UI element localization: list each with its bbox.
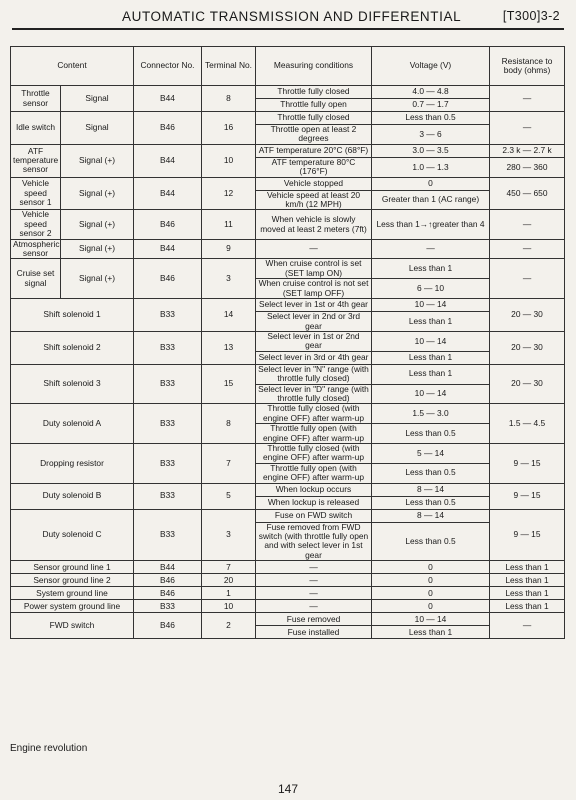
resistance-cell: Less than 1 [490,574,565,587]
voltage-cell: 0 [372,587,490,600]
table-row [11,600,565,613]
connector-cell: B33 [134,509,202,561]
condition-cell: Vehicle stopped [256,177,372,190]
voltage-cell: Less than 1 [372,364,490,384]
resistance-cell: Less than 1 [490,600,565,613]
condition-cell: Throttle fully open (with engine OFF) after warm-up [256,463,372,483]
resistance-cell: — [490,86,565,112]
table-row [11,177,565,190]
condition-cell: Fuse removed from FWD switch (with throttle fully open and with select lever in 1st gear [256,522,372,561]
condition-cell: Fuse on FWD switch [256,509,372,522]
connector-cell: B46 [134,574,202,587]
table-row [11,574,565,587]
connector-cell: B46 [134,587,202,600]
terminal-cell: 5 [202,483,256,509]
resistance-cell: Less than 1 [490,587,565,600]
connector-cell: B44 [134,86,202,112]
table-row [11,483,565,496]
connector-cell: B46 [134,112,202,145]
condition-cell: — [256,239,372,259]
connector-cell: B33 [134,299,202,332]
table-row [11,613,565,626]
voltage-cell: 5 — 14 [372,443,490,463]
signal-cell: Signal [61,112,134,145]
table-row [11,364,565,384]
content-cell: Idle switch [11,112,61,145]
header-content: Content [11,47,134,86]
table-row [11,587,565,600]
table-header-row [11,47,565,86]
voltage-cell: 0 [372,600,490,613]
content-cell: Atmospheric sensor [11,239,61,259]
table-row [11,561,565,574]
signal-cell: Signal (+) [61,177,134,210]
connector-cell: B33 [134,404,202,444]
connector-cell: B46 [134,259,202,299]
resistance-cell: — [490,112,565,145]
condition-cell: Fuse removed [256,613,372,626]
connector-cell: B44 [134,239,202,259]
connector-cell: B33 [134,443,202,483]
content-cell: FWD switch [11,613,134,639]
resistance-cell: 450 — 650 [490,177,565,210]
content-cell: Duty solenoid A [11,404,134,444]
terminal-cell: 2 [202,613,256,639]
header-terminal: Terminal No. [202,47,256,86]
terminal-cell: 1 [202,587,256,600]
connector-cell: B46 [134,613,202,639]
condition-cell: — [256,587,372,600]
content-cell: Duty solenoid C [11,509,134,561]
voltage-cell: 6 — 10 [372,279,490,299]
terminal-cell: 20 [202,574,256,587]
terminal-cell: 10 [202,144,256,177]
condition-cell: — [256,600,372,613]
section-code: [T300]3-2 [502,9,560,23]
signal-cell: Signal (+) [61,259,134,299]
resistance-cell: 9 — 15 [490,509,565,561]
condition-cell: — [256,574,372,587]
resistance-cell: 9 — 15 [490,483,565,509]
condition-cell: Select lever in 2nd or 3rd gear [256,312,372,332]
terminal-cell: 14 [202,299,256,332]
voltage-cell: 10 — 14 [372,331,490,351]
content-cell: Dropping resistor [11,443,134,483]
voltage-cell: Less than 0.5 [372,112,490,125]
terminal-cell: 7 [202,443,256,483]
condition-cell: Throttle fully closed [256,86,372,99]
content-cell: Vehicle speed sensor 1 [11,177,61,210]
content-cell: System ground line [11,587,134,600]
table-row [11,259,565,279]
voltage-cell: Less than 0.5 [372,463,490,483]
table-row [11,144,565,157]
resistance-cell: — [490,259,565,299]
condition-cell: Throttle fully closed (with engine OFF) after warm-up [256,443,372,463]
voltage-cell: 3 — 6 [372,125,490,145]
condition-cell: Select lever in "D" range (with throttle fully closed) [256,384,372,404]
header-resistance: Resistance to body (ohms) [490,47,565,86]
voltage-cell: Less than 0.5 [372,424,490,444]
condition-cell: Fuse installed [256,626,372,639]
content-cell: Throttle sensor [11,86,61,112]
condition-cell: When lockup occurs [256,483,372,496]
condition-cell: When lockup is released [256,496,372,509]
inspection-table [10,46,565,639]
voltage-cell: — [372,239,490,259]
voltage-cell: Greater than 1 (AC range) [372,190,490,210]
condition-cell: When vehicle is slowly moved at least 2 meters (7ft) [256,210,372,239]
connector-cell: B44 [134,561,202,574]
table-row [11,112,565,125]
voltage-cell: Less than 1 [372,259,490,279]
voltage-cell: 0 [372,177,490,190]
condition-cell: Throttle fully open [256,99,372,112]
terminal-cell: 12 [202,177,256,210]
condition-cell: ATF temperature 20°C (68°F) [256,144,372,157]
section-title: AUTOMATIC TRANSMISSION AND DIFFERENTIAL [122,9,462,24]
terminal-cell: 16 [202,112,256,145]
voltage-cell: 8 — 14 [372,509,490,522]
connector-cell: B46 [134,210,202,239]
voltage-cell: 10 — 14 [372,299,490,312]
page-header [12,6,564,30]
resistance-cell: Less than 1 [490,561,565,574]
condition-cell: Select lever in "N" range (with throttle fully closed) [256,364,372,384]
condition-cell: — [256,561,372,574]
terminal-cell: 9 [202,239,256,259]
voltage-cell: 4.0 — 4.8 [372,86,490,99]
voltage-cell: 0 [372,574,490,587]
header-conditions: Measuring conditions [256,47,372,86]
terminal-cell: 3 [202,259,256,299]
table-row [11,239,565,259]
condition-cell: When cruise control is not set (SET lamp OFF) [256,279,372,299]
table-row [11,86,565,99]
voltage-cell: Less than 1→↑greater than 4 [372,210,490,239]
voltage-cell: 10 — 14 [372,613,490,626]
condition-cell: Throttle fully closed (with engine OFF) after warm-up [256,404,372,424]
terminal-cell: 7 [202,561,256,574]
signal-cell: Signal (+) [61,239,134,259]
content-cell: Sensor ground line 1 [11,561,134,574]
terminal-cell: 15 [202,364,256,404]
content-cell: Vehicle speed sensor 2 [11,210,61,239]
condition-cell: Throttle open at least 2 degrees [256,125,372,145]
voltage-cell: Less than 0.5 [372,496,490,509]
voltage-cell: 1.0 — 1.3 [372,157,490,177]
resistance-cell: — [490,239,565,259]
page-number: 147 [277,782,299,796]
resistance-cell: 20 — 30 [490,364,565,404]
resistance-cell: 20 — 30 [490,299,565,332]
voltage-cell: 1.5 — 3.0 [372,404,490,424]
footer-note: Engine revolution [10,743,88,754]
connector-cell: B33 [134,600,202,613]
table-row [11,509,565,522]
content-cell: Duty solenoid B [11,483,134,509]
condition-cell: Vehicle speed at least 20 km/h (12 MPH) [256,190,372,210]
voltage-cell: 0 [372,561,490,574]
table-row [11,210,565,239]
condition-cell: Throttle fully open (with engine OFF) after warm-up [256,424,372,444]
connector-cell: B44 [134,144,202,177]
voltage-cell: Less than 1 [372,351,490,364]
voltage-cell: 10 — 14 [372,384,490,404]
condition-cell: Select lever in 1st or 2nd gear [256,331,372,351]
resistance-cell: 9 — 15 [490,443,565,483]
voltage-cell: Less than 1 [372,626,490,639]
table-row [11,404,565,424]
table-row [11,443,565,463]
signal-cell: Signal [61,86,134,112]
voltage-cell: 3.0 — 3.5 [372,144,490,157]
condition-cell: ATF temperature 80°C (176°F) [256,157,372,177]
content-cell: Shift solenoid 3 [11,364,134,404]
terminal-cell: 3 [202,509,256,561]
content-cell: ATF temperature sensor [11,144,61,177]
resistance-cell: — [490,210,565,239]
connector-cell: B33 [134,483,202,509]
content-cell: Shift solenoid 2 [11,331,134,364]
table-row [11,331,565,351]
resistance-cell: 20 — 30 [490,331,565,364]
condition-cell: Select lever in 1st or 4th gear [256,299,372,312]
resistance-cell: 1.5 — 4.5 [490,404,565,444]
table-row [11,299,565,312]
voltage-cell: 0.7 — 1.7 [372,99,490,112]
terminal-cell: 10 [202,600,256,613]
header-connector: Connector No. [134,47,202,86]
terminal-cell: 8 [202,404,256,444]
resistance-cell: 280 — 360 [490,157,565,177]
signal-cell: Signal (+) [61,144,134,177]
terminal-cell: 13 [202,331,256,364]
voltage-cell: 8 — 14 [372,483,490,496]
terminal-cell: 11 [202,210,256,239]
content-cell: Cruise set signal [11,259,61,299]
condition-cell: When cruise control is set (SET lamp ON) [256,259,372,279]
header-voltage: Voltage (V) [372,47,490,86]
connector-cell: B33 [134,364,202,404]
content-cell: Power system ground line [11,600,134,613]
content-cell: Shift solenoid 1 [11,299,134,332]
terminal-cell: 8 [202,86,256,112]
connector-cell: B44 [134,177,202,210]
voltage-cell: Less than 1 [372,312,490,332]
condition-cell: Select lever in 3rd or 4th gear [256,351,372,364]
resistance-cell: — [490,613,565,639]
content-cell: Sensor ground line 2 [11,574,134,587]
resistance-cell: 2.3 k — 2.7 k [490,144,565,157]
condition-cell: Throttle fully closed [256,112,372,125]
signal-cell: Signal (+) [61,210,134,239]
voltage-cell: Less than 0.5 [372,522,490,561]
connector-cell: B33 [134,331,202,364]
